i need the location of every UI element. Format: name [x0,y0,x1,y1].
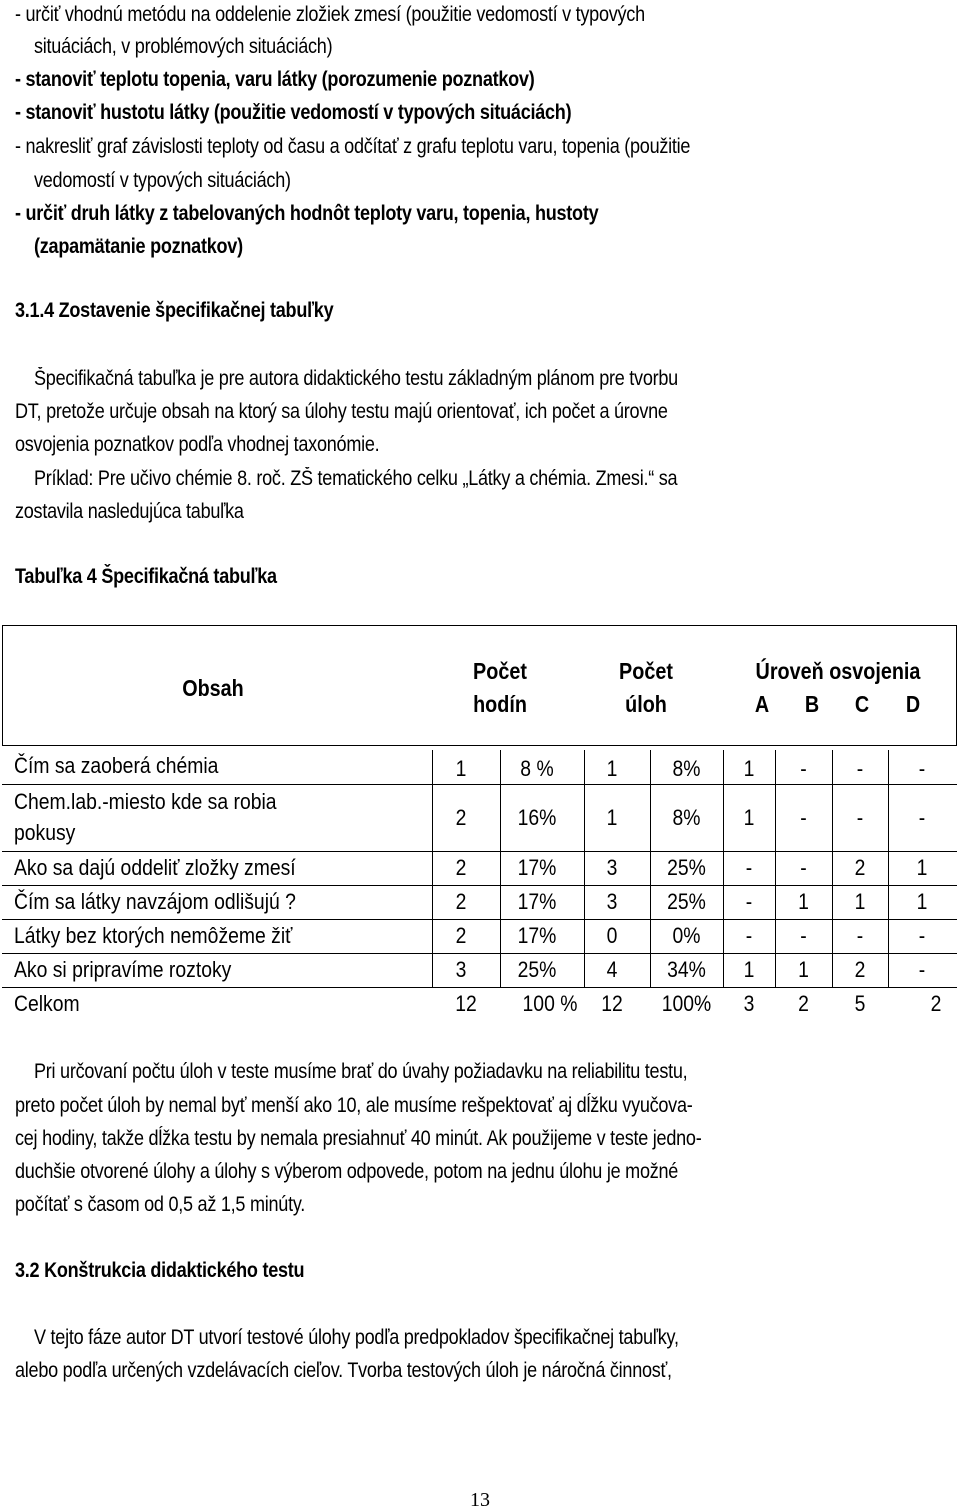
paragraph-line: počítať s časom od 0,5 až 1,5 minúty. [15,1193,306,1216]
paragraph-line: zostavila nasledujúca tabuľka [15,500,244,523]
table-cell-level-c: - [856,805,864,830]
column-divider [432,750,433,987]
paragraph-line: Špecifikačná tabuľka je pre autora didaktického testu základným plánom pre tvorbu [34,367,678,390]
table-cell-ulohy-pct: 8% [672,805,701,830]
header-uroven-osvojenia: Úroveň osvojenia [755,658,921,684]
table-cell-total-level-d: 2 [930,991,942,1016]
table-cell-total-hodiny-pct: 100 % [522,991,578,1016]
table-caption: Tabuľka 4 Špecifikačná tabuľka [15,565,277,588]
intro-line: - stanoviť teplotu topenia, varu látky (porozumenie poznatkov) [15,68,535,91]
column-divider [775,750,776,987]
table-cell-level-b: - [800,923,807,948]
table-cell-hodiny-pct: 16% [517,805,557,830]
paragraph-line: alebo podľa určených vzdelávacích cieľov. Tvorba testových úloh je náročná činnosť, [15,1359,672,1382]
table-cell-level-d: - [918,923,926,948]
table-cell-level-a: - [745,889,753,914]
table-cell-total-level-b: 2 [798,991,809,1016]
table-cell-hodiny-pct: 25% [517,957,557,982]
table-cell-hodiny: 3 [455,957,467,982]
table-cell-level-c: 2 [854,957,866,982]
table-cell-ulohy-pct: 25% [667,855,706,880]
intro-line: - určiť vhodnú metódu na oddelenie zložiek zmesí (použitie vedomostí v typových [15,3,645,26]
paragraph-line: duchšie otvorené úlohy a úlohy s výberom odpovede, potom na jednu úlohu je možné [15,1160,679,1183]
table-cell-level-c: - [856,923,864,948]
table-cell-obsah: Látky bez ktorých nemôžeme žiť [14,923,293,948]
table-cell-ulohy: 1 [606,756,618,781]
table-cell-ulohy-pct: 0% [672,923,701,948]
table-cell-level-b: - [800,756,807,781]
header-pocet-uloh-2: úloh [625,691,667,717]
header-level-c: C [854,691,870,717]
table-cell-level-b: 1 [798,889,809,914]
header-level-b: B [804,691,820,717]
table-cell-total-label: Celkom [14,991,80,1016]
table-cell-level-b: 1 [798,957,809,982]
header-obsah: Obsah [182,675,244,701]
table-cell-hodiny-pct: 17% [517,889,557,914]
table-cell-hodiny: 2 [455,805,467,830]
table-cell-obsah: pokusy [14,820,76,845]
table-cell-ulohy: 4 [606,957,618,982]
page-number: 13 [470,1489,490,1511]
table-cell-obsah: Čím sa zaoberá chémia [14,753,219,778]
intro-line: vedomostí v typových situáciách) [34,169,291,192]
paragraph-line: V tejto fáze autor DT utvorí testové úlohy podľa predpokladov špecifikačnej tabuľky, [34,1326,679,1349]
table-cell-level-b: - [800,805,807,830]
table-cell-total-hodiny: 12 [455,991,477,1016]
section-heading-32: 3.2 Konštrukcia didaktického testu [15,1259,305,1282]
header-pocet-hodin-2: hodín [473,691,527,717]
column-divider [584,750,585,987]
table-cell-ulohy: 0 [606,923,618,948]
table-cell-hodiny: 2 [455,889,467,914]
table-cell-ulohy: 3 [606,889,618,914]
column-divider [500,750,501,987]
table-cell-obsah: Čím sa látky navzájom odlišujú ? [14,889,296,914]
header-level-d: D [905,691,921,717]
row-divider [2,851,957,852]
table-cell-level-d: - [918,756,926,781]
intro-line: - stanoviť hustotu látky (použitie vedomostí v typových situáciách) [15,101,572,124]
table-cell-level-d: 1 [916,855,928,880]
table-cell-level-b: - [800,855,807,880]
intro-line: situáciách, v problémových situáciách) [34,35,333,58]
row-divider [2,885,957,886]
section-heading-314: 3.1.4 Zostavenie špecifikačnej tabuľky [15,299,334,322]
table-cell-obsah: Chem.lab.-miesto kde sa robia [14,789,277,814]
table-cell-level-a: 1 [743,756,755,781]
paragraph-line: preto počet úloh by nemal byť menší ako 10, ale musíme rešpektovať aj dĺžku vyučova- [15,1094,693,1117]
table-cell-total-ulohy: 12 [601,991,623,1016]
intro-line: - určiť druh látky z tabelovaných hodnôt teploty varu, topenia, hustoty [15,202,599,225]
table-cell-obsah: Ako sa dajú oddeliť zložky zmesí [14,855,296,880]
table-cell-ulohy: 1 [606,805,618,830]
paragraph-line: Pri určovaní počtu úloh v teste musíme brať do úvahy požiadavku na reliabilitu testu, [34,1060,688,1083]
column-divider [832,750,833,987]
paragraph-line: DT, pretože určuje obsah na ktorý sa úlohy testu majú orientovať, ich počet a úrovne [15,400,668,423]
column-divider [723,750,724,987]
table-cell-hodiny-pct: 17% [517,923,557,948]
row-divider [2,987,957,988]
table-cell-ulohy-pct: 34% [667,957,706,982]
paragraph-line: cej hodiny, takže dĺžka testu by nemala presiahnuť 40 minút. Ak použijeme v teste jedno- [15,1127,702,1150]
table-cell-level-d: - [918,957,926,982]
paragraph-line: Príklad: Pre učivo chémie 8. roč. ZŠ tematického celku „Látky a chémia. Zmesi.“ sa [34,467,678,490]
intro-line: (zapamätanie poznatkov) [34,235,243,258]
table-cell-hodiny-pct: 8 % [520,756,554,781]
table-cell-level-a: 1 [743,805,755,830]
table-cell-level-c: 1 [854,889,866,914]
header-level-a: A [754,691,770,717]
column-divider [650,750,651,987]
table-cell-level-c: - [856,756,864,781]
table-cell-total-level-c: 5 [854,991,866,1016]
table-cell-level-a: 1 [743,957,755,982]
row-divider [2,784,957,785]
table-cell-hodiny: 2 [455,923,467,948]
column-divider [888,750,889,987]
table-cell-level-c: 2 [854,855,866,880]
table-cell-total-ulohy-pct: 100% [661,991,712,1016]
paragraph-line: osvojenia poznatkov podľa vhodnej taxonómie. [15,433,380,456]
table-cell-ulohy-pct: 25% [667,889,706,914]
table-cell-level-a: - [745,855,753,880]
table-cell-hodiny: 1 [455,756,467,781]
table-cell-obsah: Ako si pripravíme roztoky [14,957,232,982]
table-cell-ulohy: 3 [606,855,618,880]
table-cell-level-d: - [918,805,926,830]
row-divider [2,919,957,920]
row-divider [2,953,957,954]
table-cell-level-d: 1 [916,889,928,914]
table-cell-level-a: - [745,923,753,948]
header-pocet-uloh-1: Počet [619,658,673,684]
table-cell-total-level-a: 3 [743,991,755,1016]
table-cell-hodiny: 2 [455,855,467,880]
intro-line: - nakresliť graf závislosti teploty od času a odčítať z grafu teplotu varu, topenia (použitie [15,135,691,158]
header-pocet-hodin-1: Počet [473,658,527,684]
table-cell-ulohy-pct: 8% [672,756,701,781]
table-cell-hodiny-pct: 17% [517,855,557,880]
